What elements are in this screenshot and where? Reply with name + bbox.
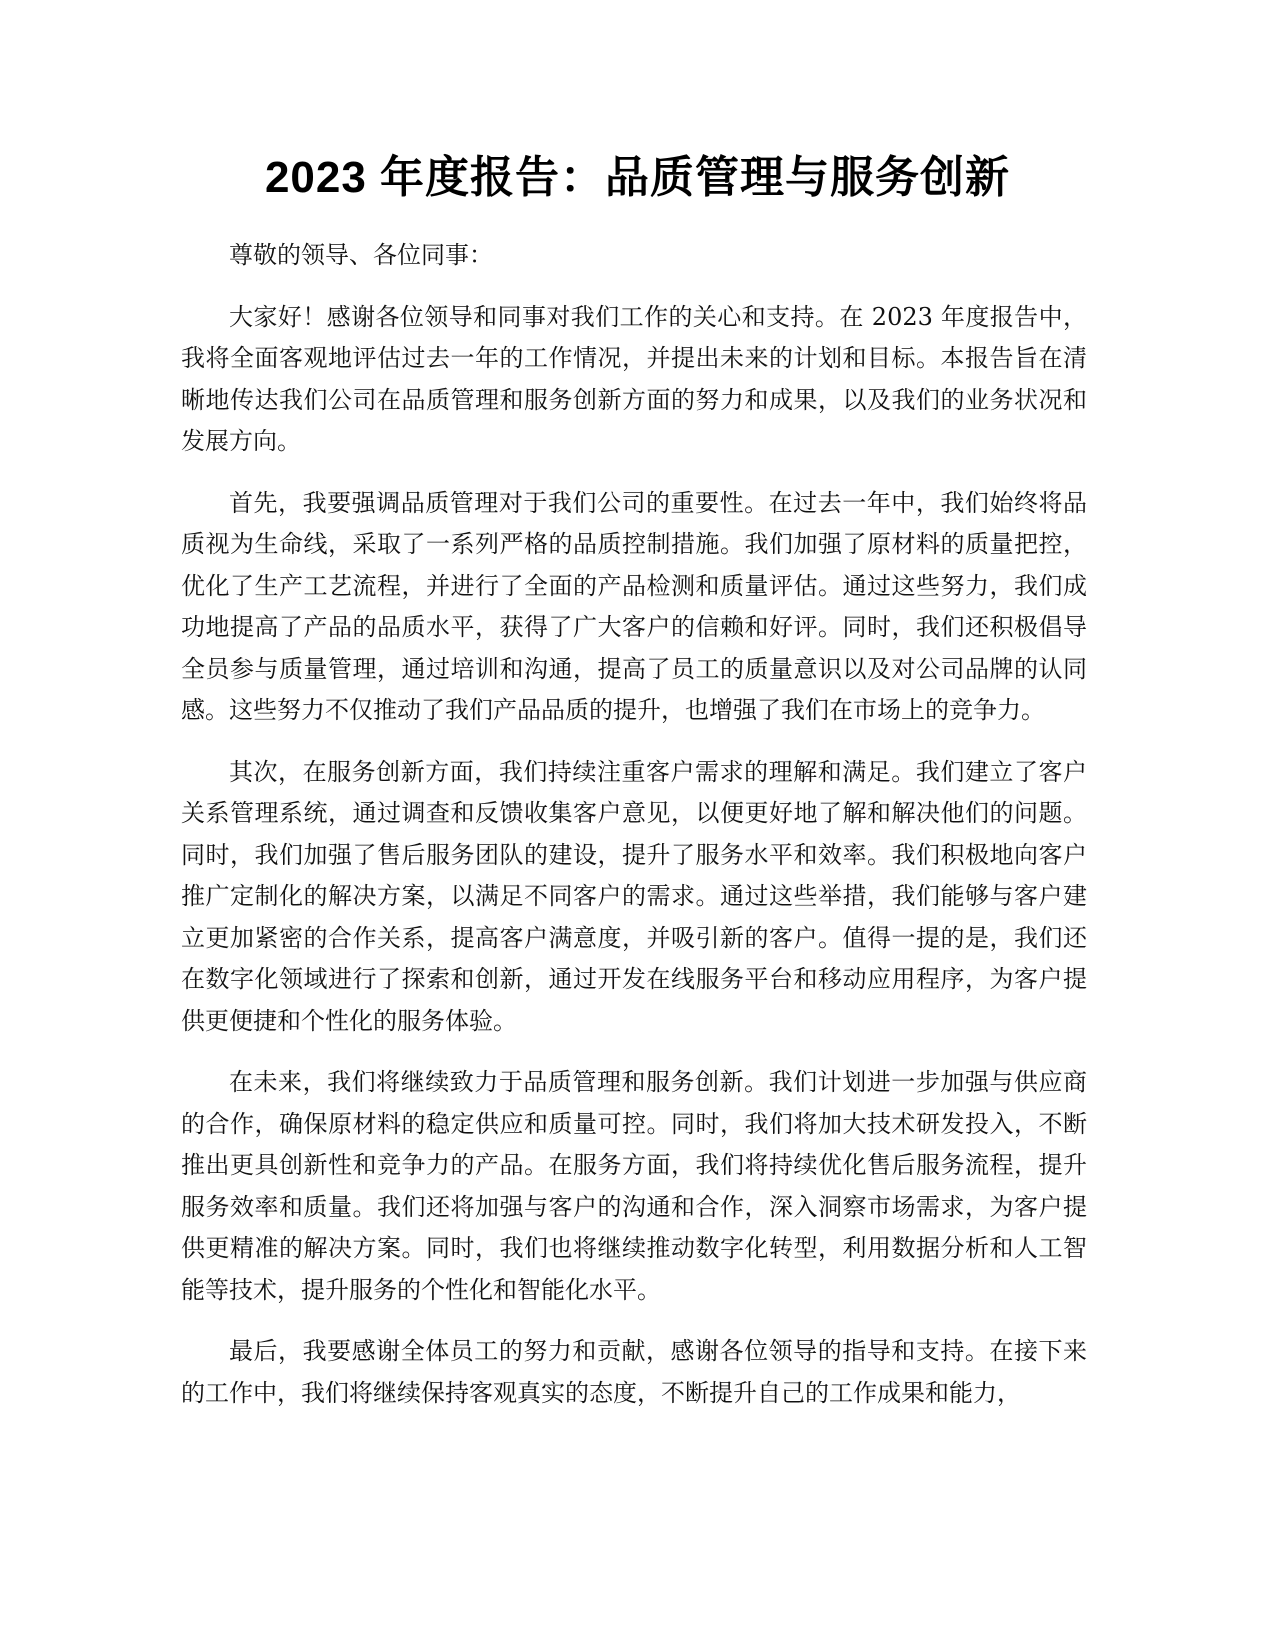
paragraph-service-innovation: 其次，在服务创新方面，我们持续注重客户需求的理解和满足。我们建立了客户关系管理系统，通过调查和反馈收集客户意见，以便更好地了解和解决他们的问题。同时，我们加强了售后服务团队的建设，提升了服务水平和效率。我们积极地向客户推广定制化的解决方案，以满足不同客户的需求。通过这些举措，我们能够与客户建立更加紧密的合作关系，提高客户满意度，并吸引新的客户。值得一提的是，我们还在数字化领域进行了探索和创新，通过开发在线服务平台和移动应用程序，为客户提供更便捷和个性化的服务体验。 [181, 757, 1087, 1035]
document-title: 2023 年度报告：品质管理与服务创新 [264, 153, 1011, 202]
paragraph-closing: 最后，我要感谢全体员工的努力和贡献，感谢各位领导的指导和支持。在接下来的工作中，我们将继续保持客观真实的态度，不断提升自己的工作成果和能力， [181, 1337, 1087, 1407]
paragraph-future-plans: 在未来，我们将继续致力于品质管理和服务创新。我们计划进一步加强与供应商的合作，确保原材料的稳定供应和质量可控。同时，我们将加大技术研发投入，不断推出更具创新性和竞争力的产品。在服务方面，我们将持续优化售后服务流程，提升服务效率和质量。我们还将加强与客户的沟通和合作，深入洞察市场需求，为客户提供更精准的解决方案。同时，我们也将继续推动数字化转型，利用数据分析和人工智能等技术，提升服务的个性化和智能化水平。 [181, 1068, 1087, 1304]
document-body [181, 235, 1087, 1434]
paragraph-quality-management: 首先，我要强调品质管理对于我们公司的重要性。在过去一年中，我们始终将品质视为生命线，采取了一系列严格的品质控制措施。我们加强了原材料的质量把控，优化了生产工艺流程，并进行了全面的产品检测和质量评估。通过这些努力，我们成功地提高了产品的品质水平，获得了广大客户的信赖和好评。同时，我们还积极倡导全员参与质量管理，通过培训和沟通，提高了员工的质量意识以及对公司品牌的认同感。这些努力不仅推动了我们产品品质的提升，也增强了我们在市场上的竞争力。 [181, 488, 1087, 724]
paragraph-intro: 大家好！感谢各位领导和同事对我们工作的关心和支持。在 2023 年度报告中，我将全面客观地评估过去一年的工作情况，并提出未来的计划和目标。本报告旨在清晰地传达我们公司在品质管理和服务创新方面的努力和成果，以及我们的业务状况和发展方向。 [181, 302, 1087, 455]
salutation: 尊敬的领导、各位同事： [229, 241, 493, 269]
